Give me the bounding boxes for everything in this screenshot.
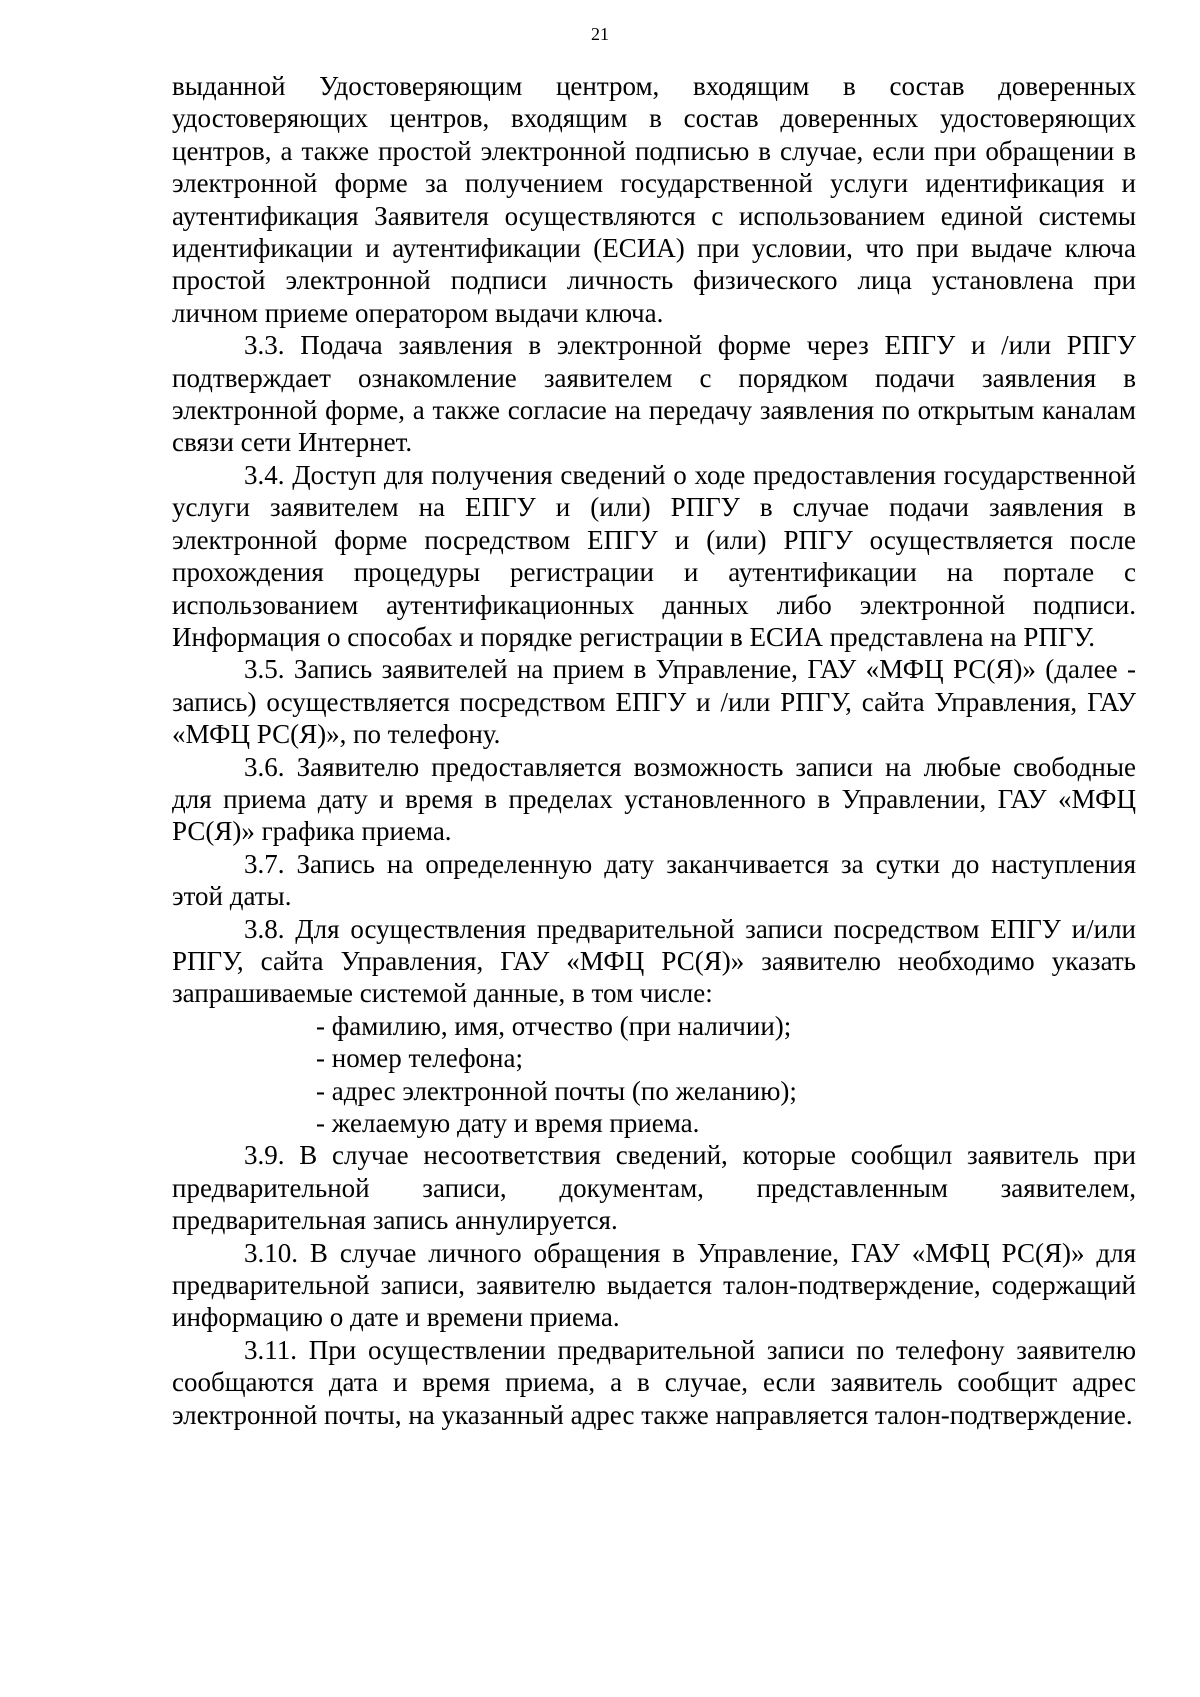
paragraph-3-11: 3.11. При осуществлении предварительной записи по телефону заявителю сообщаются дата и время приема, а в случае, если заявитель сообщит адрес электронной почты, на указанный адрес также направляется талон-подтверждение. (172, 1334, 1136, 1430)
paragraph-3-9: 3.9. В случае несоответствия сведений, которые сообщил заявитель при предварительной записи, документам, представленным заявителем, предварительная запись аннулируется. (172, 1140, 1136, 1236)
list-item-full-name: - фамилию, имя, отчество (при наличии); (316, 1010, 792, 1041)
paragraph-3-6: 3.6. Заявителю предоставляется возможность записи на любые свободные для приема дату и время в пределах установленного в Управлении, ГАУ «МФЦ РС(Я)» графика приема. (172, 751, 1136, 847)
list-item-email: - адрес электронной почты (по желанию); (316, 1075, 797, 1106)
paragraph-3-7: 3.7. Запись на определенную дату заканчивается за сутки до наступления этой даты. (172, 848, 1136, 912)
paragraph-3-3: 3.3. Подача заявления в электронной форме через ЕПГУ и /или РПГУ подтверждает ознакомление заявителем с порядком подачи заявления в электронной форме, а также согласие на передачу заявления по открытым каналам связи сети Интернет. (172, 330, 1136, 458)
paragraph-3-8: 3.8. Для осуществления предварительной записи посредством ЕПГУ и/или РПГУ, сайта Управления, ГАУ «МФЦ РС(Я)» заявителю необходимо указать запрашиваемые системой данные, в том числе: (172, 913, 1136, 1009)
paragraph-3-10: 3.10. В случае личного обращения в Управление, ГАУ «МФЦ РС(Я)» для предварительной записи, заявителю выдается талон-подтверждение, содержащий информацию о дате и времени приема. (172, 1237, 1136, 1333)
list-item-date-time: - желаемую дату и время приема. (316, 1108, 700, 1138)
document-body (172, 70, 1136, 1431)
paragraph-3-5: 3.5. Запись заявителей на прием в Управление, ГАУ «МФЦ РС(Я)» (далее - запись) осуществляется посредством ЕПГУ и /или РПГУ, сайта Управления, ГАУ «МФЦ РС(Я)», по телефону. (172, 654, 1136, 750)
page-number: 21 (591, 24, 609, 44)
paragraph-3-4: 3.4. Доступ для получения сведений о ходе предоставления государственной услуги заявителем на ЕПГУ и (или) РПГУ в случае подачи заявления в электронной форме посредством ЕПГУ и (или) РПГУ осуществляется после прохождения процедуры регистрации и аутентификации на портале с использованием аутентификационных данных либо электронной подписи. Информация о способах и порядке регистрации в ЕСИА представлена на РПГУ. (172, 459, 1136, 652)
paragraph-continuation: выданной Удостоверяющим центром, входящим в состав доверенных удостоверяющих центров, входящим в состав доверенных удостоверяющих центров, а также простой электронной подписью в случае, если при обращении в электронной форме за получением государственной услуги идентификация и аутентификация Заявителя осуществляются с использованием единой системы идентификации и аутентификации (ЕСИА) при условии, что при выдаче ключа простой электронной подписи личность физического лица установлена при личном приеме оператором выдачи ключа. (172, 71, 1136, 328)
list-item-phone: - номер телефона; (316, 1043, 523, 1074)
